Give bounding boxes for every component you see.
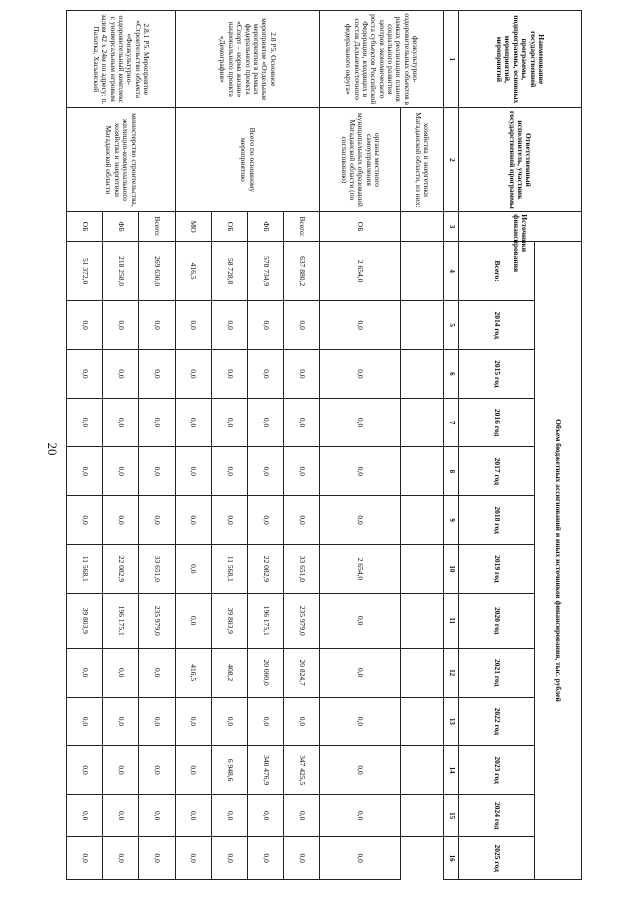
row-source: Всего:: [284, 212, 320, 242]
value-cell: 0,0: [320, 697, 401, 746]
value-cell: 0,0: [67, 496, 103, 545]
row-source: ОБ: [320, 212, 401, 242]
column-number: 1: [443, 11, 458, 108]
row-responsible-top: хозяйства и энергетики Магаданской области, из них:: [401, 108, 444, 212]
row-source: ОБ: [211, 212, 247, 242]
value-cell: 0,0: [67, 746, 103, 795]
column-number: 15: [443, 794, 458, 836]
value-cell: 2 654,0: [320, 241, 401, 300]
value-cell: 235 979,0: [139, 593, 175, 648]
value-cell: 0,0: [67, 697, 103, 746]
value-cell: 33 651,0: [284, 544, 320, 593]
column-number: 10: [443, 544, 458, 593]
value-cell: 0,0: [284, 496, 320, 545]
value-cell: 0,0: [247, 837, 283, 880]
value-cell: 0,0: [320, 301, 401, 350]
header-year: 2018 год: [458, 496, 535, 545]
value-cell: 0,0: [284, 794, 320, 836]
value-cell: 196 175,1: [103, 593, 139, 648]
value-cell: 0,0: [175, 746, 211, 795]
header-total: Всего:: [458, 241, 535, 300]
header-funding-title: Объем бюджетных ассигнований и иных источников финансирования, тыс. рублей: [535, 241, 582, 879]
row-source: МО: [175, 212, 211, 242]
value-cell: 0,0: [67, 447, 103, 496]
header-year: 2020 год: [458, 593, 535, 648]
value-cell: 218 258,0: [103, 241, 139, 300]
value-cell: 0,0: [320, 398, 401, 447]
value-cell: 0,0: [139, 837, 175, 880]
column-number: 7: [443, 398, 458, 447]
value-cell: 0,0: [247, 398, 283, 447]
value-cell: 0,0: [320, 350, 401, 399]
value-cell: 39 803,9: [211, 593, 247, 648]
column-number: 11: [443, 593, 458, 648]
value-cell: 0,0: [211, 697, 247, 746]
value-cell: 0,0: [247, 301, 283, 350]
header-year: 2014 год: [458, 301, 535, 350]
header-year: 2023 год: [458, 746, 535, 795]
value-cell: 0,0: [320, 794, 401, 836]
row-name: физкультурно-оздоровительных объектов в рамках реализации планов социального развития центров экономического роста субъектов Российской Федерации, входящих в состав Дальневосточного федерального округа»: [320, 11, 443, 108]
value-cell: 0,0: [284, 350, 320, 399]
value-cell: 269 630,0: [139, 241, 175, 300]
value-cell: 0,0: [211, 301, 247, 350]
value-cell: 637 880,2: [284, 241, 320, 300]
value-cell: 0,0: [139, 398, 175, 447]
value-cell: 0,0: [175, 350, 211, 399]
value-cell: 0,0: [247, 447, 283, 496]
value-cell: 0,0: [139, 496, 175, 545]
column-number: 9: [443, 496, 458, 545]
column-number: 6: [443, 350, 458, 399]
value-cell: 0,0: [284, 301, 320, 350]
value-cell: 0,0: [175, 398, 211, 447]
value-cell: 22 082,9: [103, 544, 139, 593]
value-cell: 33 651,0: [139, 544, 175, 593]
value-cell: 0,0: [175, 496, 211, 545]
value-cell: 0,0: [139, 350, 175, 399]
column-number: 16: [443, 837, 458, 880]
column-number: 12: [443, 648, 458, 697]
value-cell: 6 948,6: [211, 746, 247, 795]
value-cell: 0,0: [211, 837, 247, 880]
value-cell: 0,0: [139, 648, 175, 697]
value-cell: 51 372,0: [67, 241, 103, 300]
header-year: 2017 год: [458, 447, 535, 496]
value-cell: 0,0: [139, 746, 175, 795]
value-cell: 0,0: [211, 794, 247, 836]
header-responsible: Ответственный исполнитель, участник государственной программы: [458, 108, 581, 212]
value-cell: 0,0: [139, 697, 175, 746]
value-cell: 20 824,7: [284, 648, 320, 697]
value-cell: 578 734,9: [247, 241, 283, 300]
header-year: 2015 год: [458, 350, 535, 399]
header-year: 2022 год: [458, 697, 535, 746]
row-responsible: органы местного самоуправления муниципальных образований Магаданской области (по согласованию): [320, 108, 401, 212]
column-number: 8: [443, 447, 458, 496]
value-cell: 0,0: [320, 496, 401, 545]
header-source: Источники финансирования: [458, 212, 581, 242]
column-number: 4: [443, 241, 458, 300]
row-name: 2.8.1 P5. Мероприятие «Строительство объекта «Физкультурно-оздоровительный комплекс с универсальным игровым залом 42 х 24м по адресу: п. Палатка, Хасынский: [67, 11, 176, 108]
value-cell: 0,0: [175, 301, 211, 350]
column-number: 13: [443, 697, 458, 746]
value-cell: 58 728,8: [211, 241, 247, 300]
row-responsible: министерство строительства, жилищно-коммунального хозяйства и энергетики Магаданской области: [67, 108, 176, 212]
value-cell: 0,0: [103, 350, 139, 399]
value-cell: 0,0: [284, 697, 320, 746]
funding-table: [66, 10, 582, 880]
value-cell: 0,0: [67, 648, 103, 697]
value-cell: 0,0: [67, 350, 103, 399]
value-cell: 39 803,9: [67, 593, 103, 648]
value-cell: 0,0: [175, 837, 211, 880]
value-cell: 0,0: [103, 398, 139, 447]
value-cell: 0,0: [103, 746, 139, 795]
value-cell: 0,0: [284, 447, 320, 496]
value-cell: 408,2: [211, 648, 247, 697]
value-cell: 20 000,0: [247, 648, 283, 697]
value-cell: 0,0: [67, 301, 103, 350]
value-cell: 0,0: [67, 837, 103, 880]
row-source: ФБ: [103, 212, 139, 242]
value-cell: 0,0: [103, 794, 139, 836]
value-cell: 0,0: [247, 496, 283, 545]
value-cell: 0,0: [211, 447, 247, 496]
value-cell: 0,0: [103, 496, 139, 545]
value-cell: 0,0: [175, 544, 211, 593]
value-cell: 196 175,1: [247, 593, 283, 648]
value-cell: 0,0: [284, 837, 320, 880]
value-cell: 0,0: [175, 794, 211, 836]
row-responsible: Всего по основному мероприятию: [175, 108, 320, 212]
header-year: 2024 год: [458, 794, 535, 836]
header-year: 2019 год: [458, 544, 535, 593]
value-cell: 0,0: [67, 398, 103, 447]
value-cell: 0,0: [103, 447, 139, 496]
value-cell: 0,0: [175, 697, 211, 746]
header-year: 2021 год: [458, 648, 535, 697]
value-cell: 0,0: [175, 447, 211, 496]
value-cell: 0,0: [103, 648, 139, 697]
value-cell: 416,5: [175, 241, 211, 300]
value-cell: 0,0: [247, 350, 283, 399]
value-cell: 0,0: [320, 648, 401, 697]
value-cell: 0,0: [211, 496, 247, 545]
value-cell: 11 568,1: [67, 544, 103, 593]
row-name: 2.8 P5. Основное мероприятие «Отдельные мероприятия в рамках федерального проекта «Спорт – норма жизни» национального проекта «Демография»: [175, 11, 320, 108]
value-cell: 0,0: [320, 593, 401, 648]
value-cell: 0,0: [139, 794, 175, 836]
value-cell: 416,5: [175, 648, 211, 697]
value-cell: 2 654,0: [320, 544, 401, 593]
value-cell: 0,0: [320, 447, 401, 496]
row-source: Всего:: [139, 212, 175, 242]
row-source: ФБ: [247, 212, 283, 242]
value-cell: 0,0: [175, 593, 211, 648]
header-name: Наименование государственной программы, подпрограммы, основных мероприятий, мероприятий: [458, 11, 581, 108]
value-cell: 0,0: [103, 837, 139, 880]
rotated-table-container: [66, 10, 582, 880]
value-cell: 0,0: [139, 301, 175, 350]
value-cell: 11 568,1: [211, 544, 247, 593]
value-cell: 0,0: [103, 697, 139, 746]
value-cell: 0,0: [320, 837, 401, 880]
value-cell: 235 979,0: [284, 593, 320, 648]
value-cell: 0,0: [67, 794, 103, 836]
value-cell: 0,0: [211, 398, 247, 447]
value-cell: 340 476,9: [247, 746, 283, 795]
value-cell: 0,0: [139, 447, 175, 496]
row-source: ОБ: [67, 212, 103, 242]
header-year: 2016 год: [458, 398, 535, 447]
value-cell: 0,0: [247, 794, 283, 836]
value-cell: 0,0: [320, 746, 401, 795]
column-number: 14: [443, 746, 458, 795]
value-cell: 0,0: [103, 301, 139, 350]
page-number: 20: [45, 442, 60, 456]
value-cell: 0,0: [284, 398, 320, 447]
header-year: 2025 год: [458, 837, 535, 880]
value-cell: 22 082,9: [247, 544, 283, 593]
column-number: 5: [443, 301, 458, 350]
value-cell: 347 425,5: [284, 746, 320, 795]
value-cell: 0,0: [211, 350, 247, 399]
column-number: 3: [443, 212, 458, 242]
value-cell: 0,0: [247, 697, 283, 746]
column-number: 2: [443, 108, 458, 212]
